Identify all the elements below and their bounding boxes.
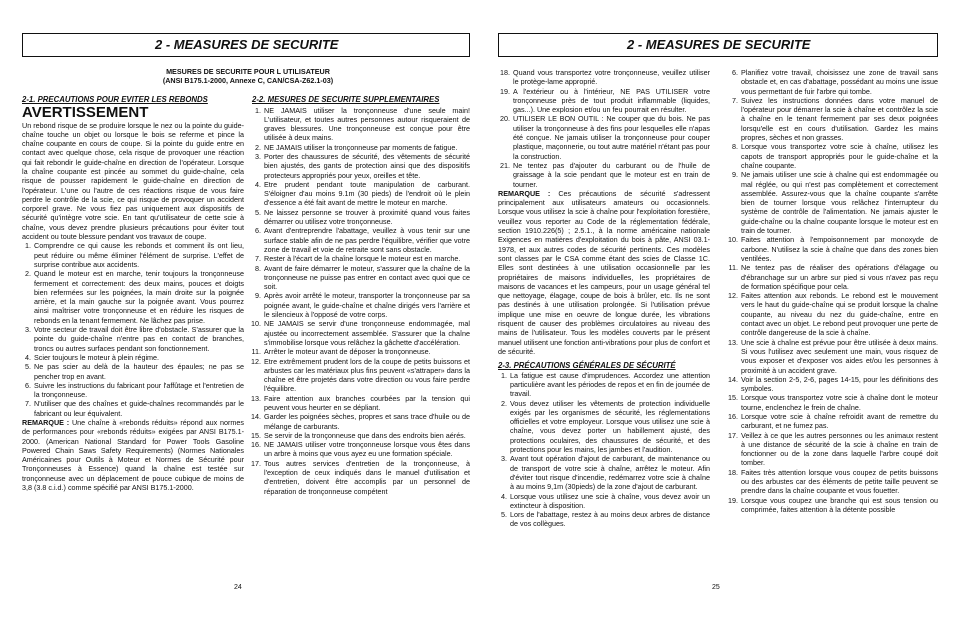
list-item: 5. Ne pas scier au delà de la hauteur des épaules; ne pas se pencher trop en avant.: [33, 362, 244, 381]
list-item: 6. Avant d'entreprendre l'abattage, veuillez à vous tenir sur une surface stable afin de ne pas perdre l'équilibre, vérifier que votre zone de travail et voie de retraite sont sans obstacle.: [263, 226, 470, 254]
kickback-precautions-list: [22, 241, 244, 418]
list-item: 15. Se servir de la tronçonneuse que dans des endroits bien aérés.: [263, 431, 470, 440]
warning-heading: AVERTISSEMENT: [22, 103, 149, 121]
right-page-header: 2 - MEASURES DE SECURITE: [498, 33, 938, 57]
additional-measures-list: [252, 106, 470, 496]
list-item: 1. Comprendre ce qui cause les rebonds et comment ils ont lieu, peut réduire ou même éliminer l'élément de surprise. L'effet de surprise contribue aux accidents.: [33, 241, 244, 269]
list-item: 4. Scier toujours le moteur à plein régime.: [33, 353, 244, 362]
user-safety-heading: [148, 67, 348, 85]
list-item: 10. Faites attention à l'empoisonnement par monoxyde de carbone. N'utilisez la scie à chaîne que dans des zones bien ventilées.: [740, 235, 938, 263]
list-item: 16. NE JAMAIS utiliser votre tronçonneuse lorsque vous êtes dans un arbre à moins que vous ayez eu une formation spéciale.: [263, 440, 470, 459]
list-item: 3. Votre secteur de travail doit être libre d'obstacle. S'assurer que la pointe du guide-chaîne n'entre pas en contact de branches, troncs ou autres surfaces pendant son fonctionnement.: [33, 325, 244, 353]
list-item: 5. Lors de l'abattage, restez à au moins deux arbres de distance de vos collègues.: [509, 510, 710, 529]
list-item: 19. A l'extérieur ou à l'intérieur, NE PAS UTILISER votre tronçonneuse près de tout produit inflammable (liquides, gas...). Une explosion et/ou un feu pourrait en résulter.: [512, 87, 710, 115]
list-item: 3. Avant tout opération d'ajout de carburant, de maintenance ou de transport de votre scie à chaîne, arrêtez le moteur. Afin d'éviter tout risque d'incendie, redémarrez votre scie à chaîne à au moins 9,1m (30pieds) de la zone d'ajout de carburant.: [509, 454, 710, 491]
list-item: 7. Suivez les instructions données dans votre manuel de l'opérateur pour démarrer la scie à chaîne et contrôlez la scie à chaîne en le tenant fermement par ses deux poignées lorsqu'elle est en cours d'utilisation. Gardez les mains propres, sèches et non grasses.: [740, 96, 938, 142]
list-item: 14. Voir la section 2-5, 2-6, pages 14-15, pour les définitions des symboles.: [740, 375, 938, 394]
list-item: 13. Faire attention aux branches courbées par la tension qui peuvent vous heurter en se dépliant.: [263, 394, 470, 413]
list-item: 17. Veillez à ce que les autres personnes ou les animaux restent à une distance de sécurité de la scie à chaîne en train de fonctionner ou de la zone dans laquelle l'arbre coupé doit tomber.: [740, 431, 938, 468]
list-item: 8. Avant de faire démarrer le moteur, s'assurer que la chaîne de la tronçonneuse ne puisse pas entrer en contact avec quoi que ce soit.: [263, 264, 470, 292]
left-column-2: [252, 96, 470, 496]
general-precautions-list: [498, 371, 710, 529]
list-item: 2. Quand le moteur est en marche, tenir toujours la tronçonneuse fermement et correctement: des deux mains, pouces et doigts bien refermées sur les poignées, la main droite sur la poignée arrière, et la main gauche sur la poignée avant. Vous pourrez ainsi maîtriser votre tronçonneuse et en réduire les risques de rebonds en la tenant fermement. Ne lâchez pas prise.: [33, 269, 244, 325]
list-item: 5. Ne laissez personne se trouver à proximité quand vous faites démarrer ou utilisez votre tronçonneuse.: [263, 208, 470, 227]
section-heading-kickback: 2-1. PRECAUTIONS POUR EVITER LES REBONDS: [22, 95, 208, 104]
remark-label: REMARQUE :: [22, 418, 70, 427]
list-item: 18. Quand vous transportez votre tronçonneuse, veuillez utiliser le protège-lame approprié.: [512, 68, 710, 87]
list-item: 21. Ne tentez pas d'ajouter du carburant ou de l'huile de graissage à la scie pendant que le moteur est en train de tourner.: [512, 161, 710, 189]
user-safety-standards: (ANSI B175.1-2000, Annexe C, CAN/CSA-Z62.1-03): [162, 76, 334, 85]
user-safety-title: MESURES DE SECURITE POUR L UTILISATEUR: [166, 67, 330, 76]
list-item: 9. Ne jamais utiliser une scie à chaîne qui est endommagée ou mal réglée, ou qui n'est pas complètement et correctement assemblée. Assurez-vous que la chaîne coupante s'arrête bien de tourner lorsque vous relâchez l'interrupteur du système de contrôle de l'alimentation. Ne jamais ajuster le guide-chaîne ou la chaîne coupante lorsque le moteur est en train de tourner.: [740, 170, 938, 235]
right-column-2: [726, 68, 938, 514]
remark-label-right: REMARQUE :: [498, 188, 551, 198]
kickback-intro: Un rebond risque de se produire lorsque le nez ou la pointe du guide-chaîne touche un objet ou lorsque le bois se referme et pince la chaîne coupante en cours de coupe. Si la pointe du guide entre en contact avec quelque chose, cela risque de provoquer une réaction qui fait rebondir le guide-chaîne en direction de l'opérateur. Lorsque la chaîne coupante est pincée au sommet du guide-chaîne, cela risque de pousser rapidement le guide-chaîne en direction de l'opérateur. L'une ou l'autre de ces réactions risque de vous faire perdre le contrôle de la scie, ce qui risque de provoquer un accident corporel grave. Ne vous fiez pas uniquement aux dispositifs de sécurité qu'intègre votre scie. En tant qu'utilisateur de cette scie à chaîne, vous devez prendre plusieurs précautions pour éviter tout accident ou toute blessure pendant vos travaux de coupe.: [22, 120, 244, 242]
left-page-header: 2 - MEASURES DE SECURITE: [22, 33, 470, 57]
remark-text: Une chaîne à «rebonds réduits» répond aux normes de performances pour «rebonds réduits» exigées par ANSI B175.1-2000. (American National Standard for Power Tools Gasoline Powered Chain Saws Safety Requirements) (Normes Nationales Américaines pour Outils à Moteur et Normes de Sécurité pour Tronçonneuses à Essence) quand la chaîne est testée sur tronçonneuse avec un déplacement de pouce cubique de moins de 3,8 (3.8 c.i.d.) comme spécifié par ANSI B175.1-2000.: [22, 418, 244, 493]
page-number-left: 24: [234, 584, 242, 591]
remark-text-right: Ces précautions de sécurité s'adressent principalement aux utilisateurs amateurs ou occasionnels. Lorsque vous utilisez la scie à chaîne pour l'exploitation forestière, veuillez vous reporter au Code de la réglementation fédérale, section 1910.226(5) ; 2.5.1., à la norme américaine nationale Exigences en matières d'exploitation du bois à pâte, ANSI 03.1-1978, et aux autres codes de sécurité pertinents. Ces modèles sont classes par le CSA comme étant des scies de Classe 1C. Elles sont destinées à une utilisation occasionnelle par les propriétaires de maisons individuelles, les propriétaires de maisons de vacances et les campeurs, pour un usage général tel que nettoyage, élagage, coupe de bois à brûler, etc. Ils ne sont pas destinés à une utilisation prolongée. Si l'utilisation prévue implique une mise en oeuvre de longue durée, les vibrations risquent de causer des problèmes circulatoires au niveau des mains de l'utilisateur. Tous les modèles couverts par le présent manuel utilisent une fonction anti-vibrations pour plus de confort et de sécurité.: [498, 188, 710, 356]
remark-paragraph-right: [498, 189, 710, 356]
list-item: 14. Garder les poignées sèches, propres et sans trace d'huile ou de mélange de carburants.: [263, 412, 470, 431]
list-item: 7. N'utiliser que des chaînes et guide-chaînes recommandés par le fabricant ou leur équivalent.: [33, 399, 244, 418]
page-number-right: 25: [712, 584, 720, 591]
list-item: 3. Porter des chaussures de sécurité, des vêtements de sécurité bien ajustés, des gants de protection ainsi que des dispositifs protecteurs appropriés pour yeux, oreilles et tête.: [263, 152, 470, 180]
list-item: 20. UTILISER LE BON OUTIL : Ne couper que du bois. Ne pas utiliser la tronçonneuse à des fins pour lesquelles elle n'apas été conçue. Ne jamais utiliser la tronçonneuse pour couper plastique, maçonnerie, ou tout autre matériel n'étant pas pour la construction.: [512, 114, 710, 160]
list-item: 7. Rester à l'écart de la chaîne lorsque le moteur est en marche.: [263, 254, 470, 263]
additional-measures-continued-list: [498, 68, 710, 189]
list-item: 1. La fatigue est cause d'imprudences. Accordez une attention particulière avant les périodes de repos et en fin de journée de travail.: [509, 371, 710, 399]
list-item: 2. NE JAMAIS utiliser la tronçonneuse par moments de fatigue.: [263, 143, 470, 152]
left-page: [20, 0, 472, 618]
list-item: 15. Lorsque vous transportez votre scie à chaîne dont le moteur tourne, enclenchez le frein de chaîne.: [740, 393, 938, 412]
list-item: 6. Planifiez votre travail, choisissez une zone de travail sans obstacle et, en cas d'abattage, possédant au moins une issue vous permettant de fuir l'arbre qui tombe.: [740, 68, 938, 96]
list-item: 17. Tous autres services d'entretien de la tronçonneuse, à l'exception de ceux indiqués dans le manuel d'utilisation et d'entretien, doivent être accomplis par un personnel de réparation de tronçonneuse compétent: [263, 459, 470, 496]
list-item: 4. Etre prudent pendant toute manipulation de carburant. S'éloigner d'au moins 9.1m (30 pieds) de l'endroit où le plein d'essence a été fait avant de mettre le moteur en marche.: [263, 180, 470, 208]
section-heading-general: 2-3. PRÉCAUTIONS GÉNÉRALES DE SÉCURITÉ: [498, 361, 676, 371]
list-item: 12. Etre extrêmement prudent lors de la coupe de petits buissons et arbustes car les matériaux plus fins peuvent «s'attraper» dans la chaîne et être projetés dans votre direction ou vous faire perdre l'équilibre.: [263, 357, 470, 394]
list-item: 12. Faites attention aux rebonds. Le rebond est le mouvement vers le haut du guide-chaîne qui se produit lorsque la chaîne coupante, au niveau du nez du guide-chaîne, entre en contact avec un objet. Le rebond peut provoquer une perte de contrôle dangereuse de la scie à chaîne.: [740, 291, 938, 337]
list-item: 1. NE JAMAIS utiliser la tronçonneuse d'une seule main! L'utilisateur, et toutes autres personnes autour risqueraient de graves blessures. Une tronçonneuse est conçue pour être utilisée à deux mains.: [263, 106, 470, 143]
list-item: 10. NE JAMAIS se servir d'une tronçonneuse endommagée, mal ajustée ou incorrectement assemblée. S'assurer que la chaîne s'immobilise lorsque vous relâchez la gâchette d'accélération.: [263, 319, 470, 347]
list-item: 8. Lorsque vous transportez votre scie à chaîne, utilisez les capots de transport appropriés pour le guide-chaîne et la chaîne coupante.: [740, 142, 938, 170]
list-item: 9. Après avoir arrêté le moteur, transporter la tronçonneuse par sa poignée avant, le guide-chaîne et chaîne dirigés vers l'arrière et le silencieux à l'opposé de votre corps.: [263, 291, 470, 319]
right-page: [498, 0, 938, 618]
list-item: 16. Lorsque votre scie à chaîne refroidit avant de remettre du carburant, et ne fumez pas.: [740, 412, 938, 431]
list-item: 11. Ne tentez pas de réaliser des opérations d'élagage ou d'ébranchage sur un arbre sur pied si vous n'avez pas reçu de formation spécifique pour cela.: [740, 263, 938, 291]
list-item: 19. Lorsque vous coupez une branche qui est sous tension ou comprimée, faites attention à la détente possible: [740, 496, 938, 515]
list-item: 18. Faites très attention lorsque vous coupez de petits buissons ou des arbustes car des éléments de petite taille peuvent se prendre dans la chaîne coupante et vous fouetter.: [740, 468, 938, 496]
general-precautions-list-continued: [726, 68, 938, 514]
remark-paragraph: [22, 418, 244, 492]
list-item: 11. Arrêter le moteur avant de déposer la tronçonneuse.: [263, 347, 470, 356]
list-item: 13. Une scie à chaîne est prévue pour être utilisée à deux mains. Si vous l'utilisez avec seulement une main, vous risquez de vous exposer et d'exposer vos aides et/ou les personnes à proximité à un accident grave.: [740, 338, 938, 375]
list-item: 4. Lorsque vous utilisez une scie à chaîne, vous devez avoir un extincteur à disposition.: [509, 492, 710, 511]
left-column-1: [22, 96, 244, 492]
section-heading-additional: 2-2. MESURES DE SECURITE SUPPLEMENTAIRES: [252, 95, 440, 104]
list-item: 2. Vous devez utiliser les vêtements de protection individuelle exigés par les organismes de sécurité, les réglementations officielles et votre employeur. Lorsque vous utilisez une scie à chaîne, vous devez porter un habillement ajusté, des protections oculaires, des chaussures de sécurité, et des protections pour les mains, les jambes et l'audition.: [509, 399, 710, 455]
list-item: 6. Suivre les instructions du fabricant pour l'affûtage et l'entretien de la tronçonneuse.: [33, 381, 244, 400]
right-column-1: [498, 68, 710, 529]
